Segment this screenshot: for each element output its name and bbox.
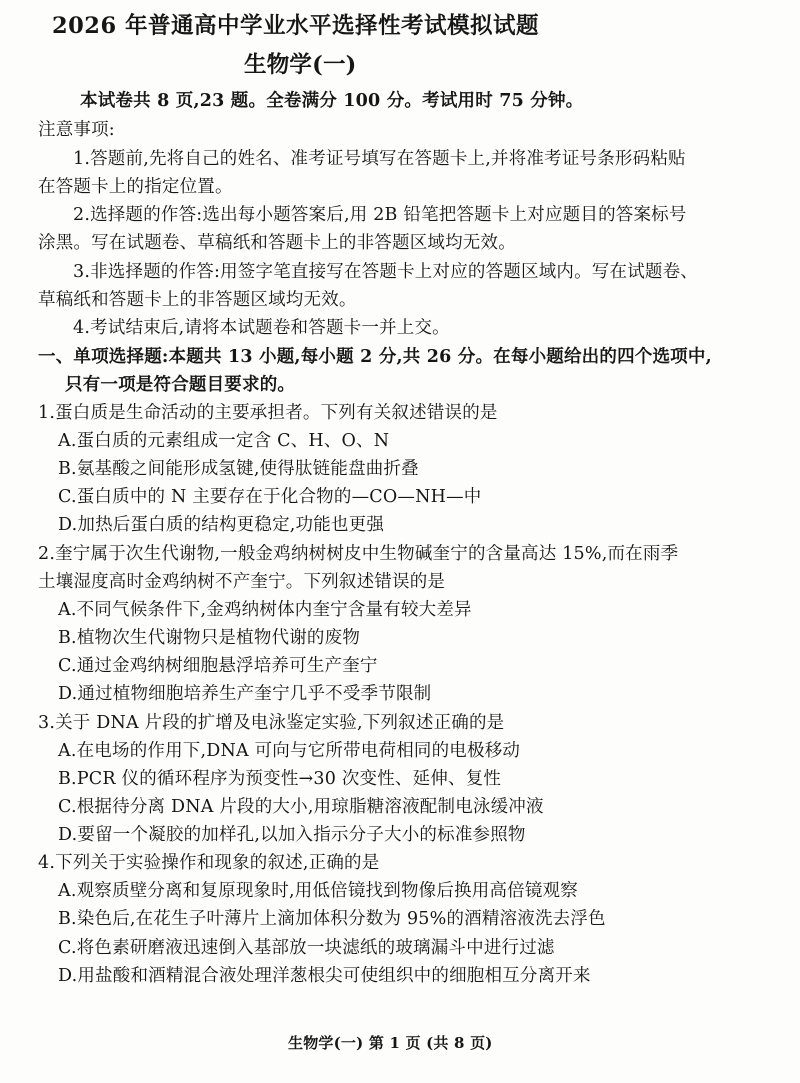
question-stem: 2.奎宁属于次生代谢物,一般金鸡纳树树皮中生物碱奎宁的含量高达 15%,而在雨季 [38,544,679,564]
section-heading: 一、单项选择题:本题共 13 小题,每小题 2 分,共 26 分。在每小题给出的四个选项中, [38,347,712,367]
question-option: C.蛋白质中的 N 主要存在于化合物的—CO—NH—中 [58,487,482,507]
notice-item: 2.选择题的作答:选出每小题答案后,用 2B 铅笔把答题卡上对应题目的答案标号 [73,205,687,225]
exam-info: 本试卷共 8 页,23 题。全卷满分 100 分。考试用时 75 分钟。 [80,91,584,111]
notice-item: 涂黑。写在试题卷、草稿纸和答题卡上的非答题区域均无效。 [38,233,516,253]
subject-title: 生物学(一) [244,52,357,78]
question-option: C.将色素研磨液迅速倒入基部放一块滤纸的玻璃漏斗中进行过滤 [58,938,555,958]
question-option: A.不同气候条件下,金鸡纳树体内奎宁含量有较大差异 [58,600,472,620]
question-option: D.加热后蛋白质的结构更稳定,功能也更强 [58,515,385,535]
section-heading-cont: 只有一项是符合题目要求的。 [65,375,296,395]
notice-item: 在答题卡上的指定位置。 [38,177,233,197]
question-option: A.观察质壁分离和复原现象时,用低倍镜找到物像后换用高倍镜观察 [58,881,578,901]
question-stem: 3.关于 DNA 片段的扩增及电泳鉴定实验,下列叙述正确的是 [38,713,505,733]
notice-item: 1.答题前,先将自己的姓名、准考证号填写在答题卡上,并将准考证号条形码粘贴 [73,149,686,169]
question-option: B.植物次生代谢物只是植物代谢的废物 [58,628,361,648]
notice-item: 草稿纸和答题卡上的非答题区域均无效。 [38,290,357,310]
notice-heading: 注意事项: [38,120,115,140]
question-option: A.在电场的作用下,DNA 可向与它所带电荷相同的电极移动 [58,741,521,761]
question-option: B.染色后,在花生子叶薄片上滴加体积分数为 95%的酒精溶液洗去浮色 [58,909,606,929]
question-option: A.蛋白质的元素组成一定含 C、H、O、N [58,431,390,451]
question-stem: 4.下列关于实验操作和现象的叙述,正确的是 [38,853,380,873]
question-stem-cont: 土壤湿度高时金鸡纳树不产奎宁。下列叙述错误的是 [38,572,446,592]
question-option: D.要留一个凝胶的加样孔,以加入指示分子大小的标准参照物 [58,825,526,845]
question-option: C.根据待分离 DNA 片段的大小,用琼脂糖溶液配制电泳缓冲液 [58,797,544,817]
notice-item: 4.考试结束后,请将本试题卷和答题卡一并上交。 [73,318,450,338]
notice-item: 3.非选择题的作答:用签字笔直接写在答题卡上对应的答题区域内。写在试题卷、 [73,262,698,282]
question-option: B.PCR 仪的循环程序为预变性→30 次变性、延伸、复性 [58,769,502,789]
exam-title: 2026 年普通高中学业水平选择性考试模拟试题 [52,13,539,39]
question-option: B.氨基酸之间能形成氢键,使得肽链能盘曲折叠 [58,459,419,479]
question-stem: 1.蛋白质是生命活动的主要承担者。下列有关叙述错误的是 [38,403,498,423]
question-option: C.通过金鸡纳树细胞悬浮培养可生产奎宁 [58,656,378,676]
question-option: D.通过植物细胞培养生产奎宁几乎不受季节限制 [58,684,432,704]
page-footer: 生物学(一) 第 1 页 (共 8 页) [288,1034,493,1052]
question-option: D.用盐酸和酒精混合液处理洋葱根尖可使组织中的细胞相互分离开来 [58,966,591,986]
